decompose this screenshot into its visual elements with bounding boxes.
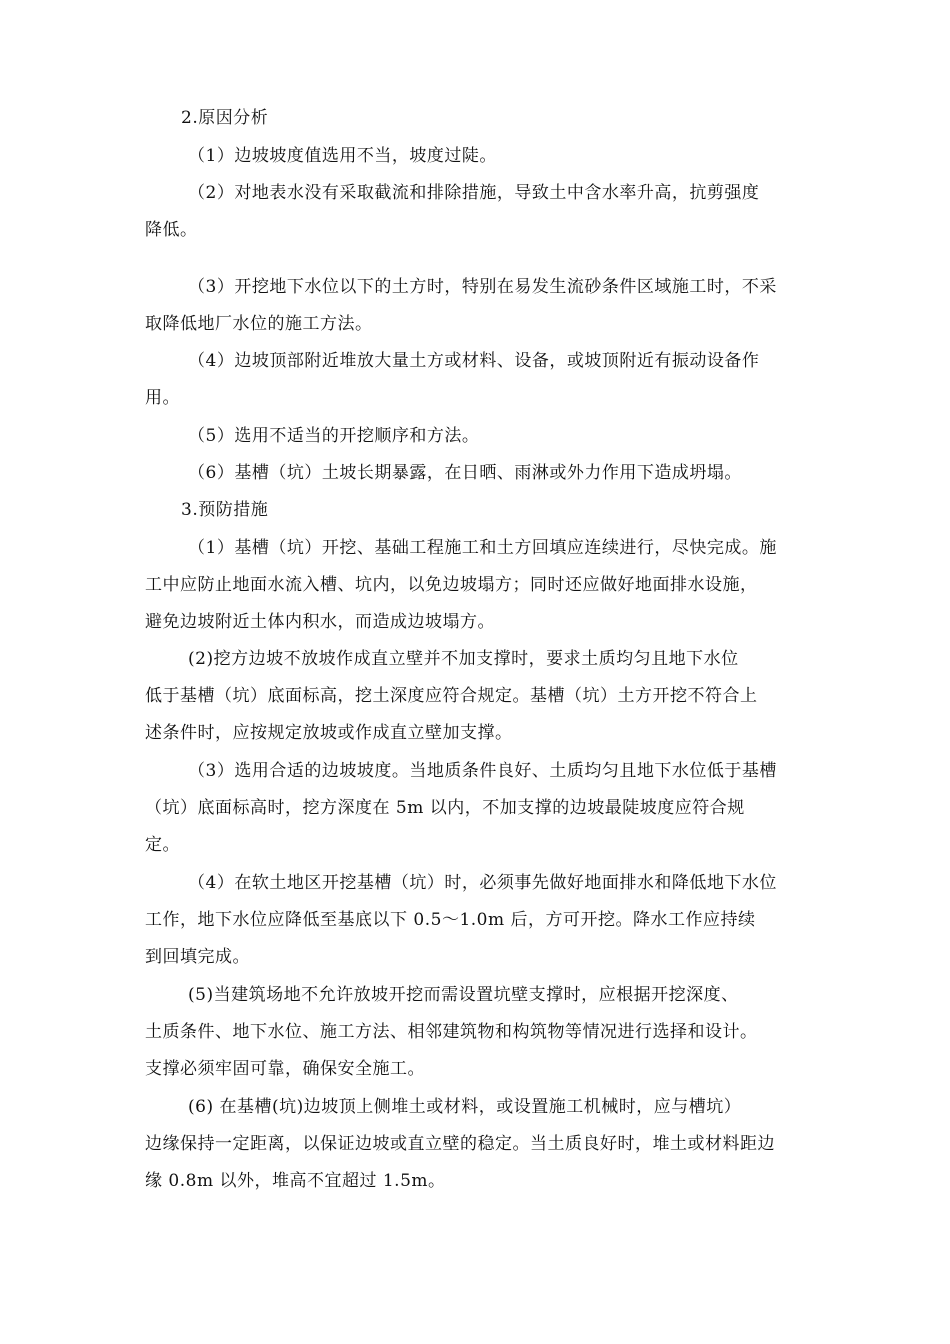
paragraph-line: 低于基槽（坑）底面标高，挖土深度应符合规定。基槽（坑）土方开挖不符合上	[145, 686, 758, 706]
paragraph-line: （4）边坡顶部附近堆放大量土方或材料、设备，或坡顶附近有振动设备作	[188, 351, 760, 371]
paragraph-line: 取降低地厂水位的施工方法。	[145, 314, 373, 334]
paragraph-line: （1）边坡坡度值选用不当，坡度过陡。	[188, 146, 497, 166]
paragraph-line: 降低。	[145, 220, 198, 240]
paragraph-line: 述条件时，应按规定放坡或作成直立壁加支撑。	[145, 723, 513, 743]
section-heading-preventive-measures: 3.预防措施	[181, 500, 269, 520]
paragraph-line: 土质条件、地下水位、施工方法、相邻建筑物和构筑物等情况进行选择和设计。	[145, 1022, 758, 1042]
paragraph-line: 支撑必须牢固可靠，确保安全施工。	[145, 1059, 425, 1079]
paragraph-line: （1）基槽（坑）开挖、基础工程施工和土方回填应连续进行，尽快完成。施	[188, 538, 777, 558]
paragraph-line: （2）对地表水没有采取截流和排除措施，导致土中含水率升高，抗剪强度	[188, 183, 760, 203]
paragraph-line: 用。	[145, 388, 180, 408]
paragraph-line: 工作，地下水位应降低至基底以下 0.5～1.0m 后，方可开挖。降水工作应持续	[145, 910, 756, 930]
paragraph-line: 边缘保持一定距离，以保证边坡或直立壁的稳定。当土质良好时，堆土或材料距边	[145, 1134, 775, 1154]
paragraph-line: (2)挖方边坡不放坡作成直立壁并不加支撑时，要求土质均匀且地下水位	[188, 649, 739, 669]
paragraph-line: （3）开挖地下水位以下的土方时，特别在易发生流砂条件区域施工时，不采	[188, 277, 777, 297]
paragraph-line: 缘 0.8m 以外，堆高不宜超过 1.5m。	[145, 1171, 446, 1191]
paragraph-line: （3）选用合适的边坡坡度。当地质条件良好、土质均匀且地下水位低于基槽	[188, 761, 777, 781]
paragraph-line: （坑）底面标高时，挖方深度在 5m 以内，不加支撑的边坡最陡坡度应符合规	[145, 798, 745, 818]
section-heading-cause-analysis: 2.原因分析	[181, 108, 269, 128]
paragraph-line: （5）选用不适当的开挖顺序和方法。	[188, 426, 480, 446]
paragraph-line: （4）在软土地区开挖基槽（坑）时，必须事先做好地面排水和降低地下水位	[188, 873, 777, 893]
paragraph-line: 工中应防止地面水流入槽、坑内，以免边坡塌方；同时还应做好地面排水设施，	[145, 575, 758, 595]
paragraph-line: 到回填完成。	[145, 947, 250, 967]
paragraph-line: (5)当建筑场地不允许放坡开挖而需设置坑壁支撑时，应根据开挖深度、	[188, 985, 739, 1005]
paragraph-line: 避免边坡附近土体内积水，而造成边坡塌方。	[145, 612, 495, 632]
paragraph-line: （6）基槽（坑）土坡长期暴露，在日晒、雨淋或外力作用下造成坍塌。	[188, 463, 742, 483]
paragraph-line: (6) 在基槽(坑)边坡顶上侧堆土或材料，或设置施工机械时，应与槽坑）	[188, 1097, 742, 1117]
paragraph-line: 定。	[145, 835, 180, 855]
